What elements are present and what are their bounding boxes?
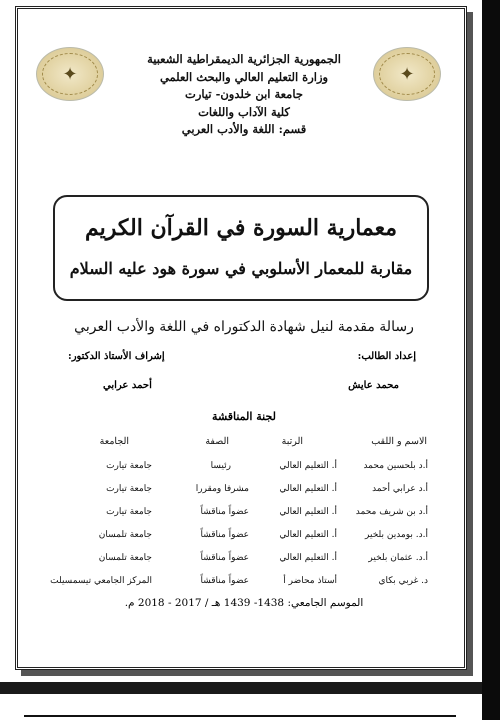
supervisor-name: أحمد عرابي	[103, 380, 152, 391]
table-cell-rank: أ. التعليم العالي	[279, 530, 337, 540]
next-page-edge	[24, 715, 456, 722]
table-cell-role: عضواً مناقشاً	[200, 530, 249, 540]
logo-emblem-icon: ✦	[379, 53, 435, 95]
table-cell-university: المركز الجامعي تيسمسيلت	[50, 576, 152, 586]
table-cell-name: أ.د. بومدين بلخير	[365, 530, 428, 540]
committee-title: لجنة المناقشة	[212, 410, 276, 423]
university-logo-left	[36, 47, 104, 101]
thesis-description: رسالة مقدمة لنيل شهادة الدكتوراه في اللغة والأدب العربي	[74, 319, 414, 335]
page-gap	[0, 682, 482, 694]
student-label: إعداد الطالب:	[357, 351, 416, 362]
table-cell-rank: أ. التعليم العالي	[279, 484, 337, 494]
table-header-name: الاسم و اللقب	[371, 436, 427, 447]
table-cell-rank: أستاذ محاضر أ	[283, 576, 337, 586]
table-cell-role: عضواً مناقشاً	[200, 507, 249, 517]
table-cell-role: عضواً مناقشاً	[200, 553, 249, 563]
table-cell-name: أ.د. عثمان بلخير	[368, 553, 428, 563]
table-header-role: الصفة	[205, 436, 229, 447]
table-header-university: الجامعة	[99, 436, 129, 447]
thesis-title: معمارية السورة في القرآن الكريم	[84, 215, 398, 241]
page-shadow	[467, 12, 473, 676]
thesis-subtitle: مقاربة للمعمار الأسلوبي في سورة هود عليه السلام	[69, 259, 413, 278]
table-cell-university: جامعة تيارت	[106, 461, 152, 471]
table-cell-university: جامعة تلمسان	[98, 553, 152, 563]
table-cell-name: أ.د عرابي أحمد	[372, 484, 428, 494]
header-line-ministry: وزارة التعليم العالي والبحث العلمي	[159, 69, 329, 84]
student-name: محمد عايش	[348, 380, 399, 391]
supervisor-label: إشراف الأستاذ الدكتور:	[68, 351, 165, 362]
institution-header	[118, 51, 370, 139]
viewer-scrollbar-area	[482, 0, 500, 720]
logo-emblem-icon: ✦	[42, 53, 98, 95]
header-line-university: جامعة ابن خلدون- تيارت	[185, 87, 303, 101]
table-cell-role: عضواً مناقشاً	[200, 576, 249, 586]
header-line-department: قسم: اللغة والأدب العربي	[181, 122, 307, 136]
table-cell-university: جامعة تيارت	[106, 507, 152, 517]
academic-season: الموسم الجامعي: 1438- 1439 هـ / 2017 - 2018 م.	[124, 597, 364, 609]
title-frame	[53, 195, 429, 301]
table-cell-name: أ.د بلحسين محمد	[363, 461, 428, 471]
table-cell-rank: أ. التعليم العالي	[279, 507, 337, 517]
university-logo-right	[373, 47, 441, 101]
table-cell-name: د. غربي بكاي	[378, 576, 428, 586]
document-page	[15, 6, 467, 670]
header-line-republic: الجمهورية الجزائرية الديمقراطية الشعبية	[147, 52, 341, 66]
table-cell-name: أ.د بن شريف محمد	[355, 507, 428, 517]
page-shadow-bottom	[21, 670, 473, 676]
table-cell-role: رئيسا	[210, 461, 231, 471]
table-cell-rank: أ. التعليم العالي	[279, 461, 337, 471]
table-cell-university: جامعة تيارت	[106, 484, 152, 494]
header-line-faculty: كلية الآداب واللغات	[198, 104, 290, 119]
table-header-rank: الرتبة	[281, 436, 303, 447]
table-cell-university: جامعة تلمسان	[98, 530, 152, 540]
table-cell-rank: أ. التعليم العالي	[279, 553, 337, 563]
table-cell-role: مشرفا ومقررا	[195, 484, 249, 494]
